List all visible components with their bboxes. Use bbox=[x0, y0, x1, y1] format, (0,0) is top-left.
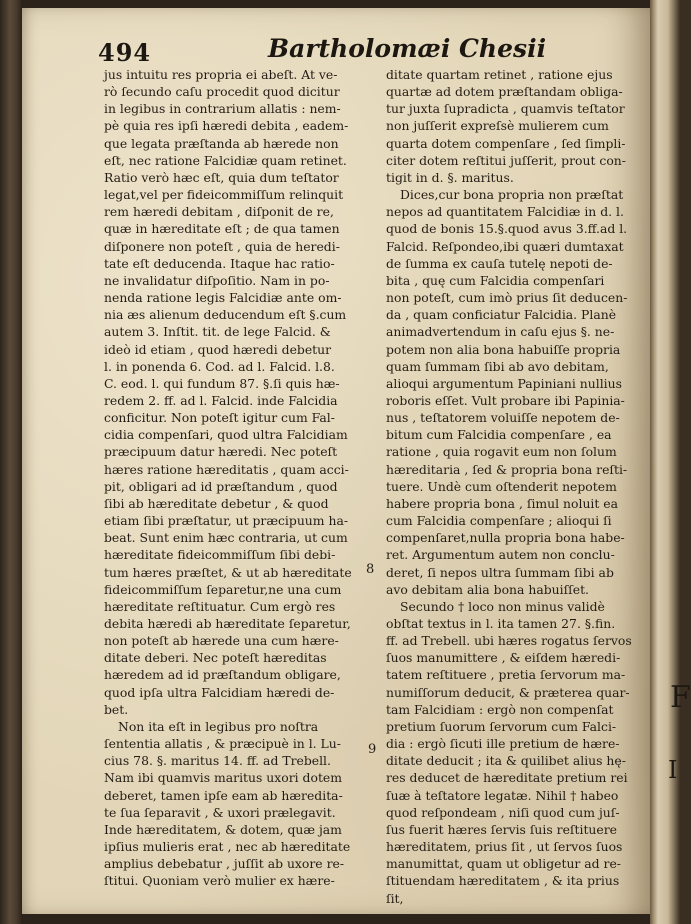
text-line: Falcid. Reſpondeo,ibi quæri dumtaxat bbox=[386, 238, 624, 254]
text-line: tigit in d. §. maritus. bbox=[386, 169, 514, 185]
text-line: ſibi ab hæreditate debetur , & quod bbox=[104, 495, 329, 511]
text-line: debita hæredi ab hæreditate ſeparetur, bbox=[104, 616, 351, 631]
text-line: præcipuum datur hæredi. Nec poteſt bbox=[104, 444, 338, 460]
text-line: ret. Argumentum autem non conclu- bbox=[386, 547, 615, 563]
text-line: cius 78. §. maritus 14. ff. ad Trebell. bbox=[104, 753, 331, 769]
text-line: quarta dotem compenſare , ſed ſimpli- bbox=[386, 135, 626, 151]
text-line: de ſumma ex cauſa tutelę nepoti de- bbox=[386, 255, 613, 271]
text-line: pit, obligari ad id præſtandum , quod bbox=[104, 478, 338, 494]
text-line: cidia compenſari, quod ultra Falcidiam bbox=[104, 427, 348, 443]
text-line: alioqui argumentum Papiniani nullius bbox=[386, 375, 622, 391]
text-line: ſtitui. Quoniam verò mulier ex hære- bbox=[104, 873, 335, 889]
text-line: habere propria bona , ſimul noluit ea bbox=[386, 495, 619, 511]
text-line: nenda ratione legis Falcidiæ ante om- bbox=[104, 290, 342, 306]
text-line: Secundo † loco non minus validè bbox=[400, 598, 605, 614]
text-line: animadvertendum in caſu ejus §. ne- bbox=[386, 324, 615, 340]
text-line: deret, ſi nepos ultra ſummam ſibi ab bbox=[386, 564, 614, 580]
facing-page-glyph: F bbox=[670, 680, 691, 715]
text-line: eſt, nec ratione Falcidiæ quam retinet. bbox=[104, 152, 347, 168]
text-line: quod ipſa ultra Falcidiam hæredi de- bbox=[104, 684, 335, 700]
text-line: ſuos manumittere , & eiſdem hæredi- bbox=[386, 650, 621, 666]
text-line: numiſſorum deducit, & præterea quar- bbox=[386, 684, 630, 700]
text-line: manumittat, quam ut obligetur ad re- bbox=[386, 856, 621, 872]
running-head: Bartholomæi Chesii bbox=[268, 34, 547, 63]
text-line: dia : ergò ſicuti ille pretium de hære- bbox=[386, 736, 620, 752]
text-line: hæreditatem, prius ſit , ut ſervos ſuos bbox=[386, 839, 623, 855]
text-line: fideicommiſſum ſeparetur,ne una cum bbox=[104, 581, 342, 597]
text-line: Nam ibi quamvis maritus uxori dotem bbox=[104, 770, 343, 786]
facing-page-glyph: I bbox=[668, 756, 678, 784]
text-line: obſtat textus in l. ita tamen 27. §.fin. bbox=[386, 616, 616, 631]
text-line: tur juxta ſupradicta , quamvis teſtator bbox=[386, 101, 625, 117]
text-line: Non ita eſt in legibus pro noſtra bbox=[118, 718, 319, 734]
text-line: ne invalidatur diſpoſitio. Nam in po- bbox=[104, 272, 330, 288]
text-line: tatem reſtituere , pretia ſervorum ma- bbox=[386, 667, 626, 683]
text-line: bet. bbox=[104, 701, 129, 717]
text-line: deberet, tamen ipſe eam ab hæredita- bbox=[104, 787, 343, 803]
text-line: que legata præſtanda ab hærede non bbox=[104, 135, 339, 151]
text-line: nus , teſtatorem voluiſſe nepotem de- bbox=[386, 410, 620, 426]
text-line: quartæ ad dotem præſtandam obliga- bbox=[386, 84, 623, 100]
text-line: ratione , quia rogavit eum non ſolum bbox=[386, 444, 617, 460]
text-line: ſententia allatis , & præcipuè in l. Lu- bbox=[104, 736, 341, 752]
text-line: ideò id etiam , quod hæredi debetur bbox=[104, 341, 332, 357]
text-line: cum Falcidia compenſare ; alioqui ſi bbox=[386, 513, 612, 529]
text-line: hæreditate reſtituatur. Cum ergò res bbox=[104, 598, 336, 614]
facing-page-edge bbox=[650, 0, 680, 924]
text-line: potem non alia bona habuiſſe propria bbox=[386, 341, 621, 357]
text-line: hæredem ad id præſtandum obligare, bbox=[104, 667, 341, 683]
text-line: tuere. Undè cum oſtenderit nepotem bbox=[386, 478, 617, 494]
right-column bbox=[386, 66, 632, 907]
text-line: autem 3. Inſtit. tit. de lege Falcid. & bbox=[104, 324, 331, 340]
text-line: etiam ſibi præſtatur, ut præcipuum ha- bbox=[104, 513, 349, 529]
text-line: l. in ponenda 6. Cod. ad l. Falcid. l.8. bbox=[104, 358, 335, 374]
text-line: avo debitam alia bona habuiſſet. bbox=[386, 581, 589, 597]
text-line: amplius debebatur , juſſit ab uxore re- bbox=[104, 856, 345, 872]
text-line: ſit, bbox=[386, 890, 404, 906]
text-line: beat. Sunt enim hæc contraria, ut cum bbox=[104, 530, 348, 546]
text-line: bitum cum Falcidia compenſare , ea bbox=[386, 427, 612, 443]
text-line: da , quam conficiatur Falcidia. Planè bbox=[386, 307, 617, 323]
margin-number: 9 bbox=[368, 742, 377, 757]
text-line: citer dotem reſtitui juſſerit, prout con- bbox=[386, 152, 626, 168]
text-line: pè quia res ipſi hæredi debita , eadem- bbox=[104, 118, 349, 134]
text-line: quod reſpondeam , niſi quod cum juſ- bbox=[386, 804, 620, 820]
text-line: tate eſt deducenda. Itaque hac ratio- bbox=[104, 255, 335, 271]
text-line: tum hæres præſtet, & ut ab hæreditate bbox=[104, 564, 352, 580]
text-line: C. eod. l. qui fundum 87. §.ſi quis hæ- bbox=[104, 375, 340, 391]
text-line: quod de bonis 15.§.quod avus 3.ff.ad l. bbox=[386, 221, 628, 237]
text-line: hæreditaria , ſed & propria bona reſti- bbox=[386, 461, 628, 477]
page-number: 494 bbox=[98, 38, 152, 67]
text-line: quam ſummam ſibi ab avo debitam, bbox=[386, 358, 609, 374]
text-line: hæreditate fideicommiſſum ſibi debi- bbox=[104, 547, 336, 563]
text-line: bita , quę cum Falcidia compenſari bbox=[386, 272, 605, 288]
text-line: rò ſecundo caſu procedit quod dicitur bbox=[104, 84, 340, 100]
text-line: non poteſt, cum imò prius ſit deducen- bbox=[386, 290, 628, 306]
text-line: rem hæredi debitam , diſponit de re, bbox=[104, 204, 334, 220]
text-line: te ſua ſeparavit , & uxori prælegavit. bbox=[104, 804, 336, 820]
text-line: redem 2. ff. ad l. Falcid. inde Falcidia bbox=[104, 392, 338, 408]
text-line: tam Falcidiam : ergò non compenſat bbox=[386, 701, 614, 717]
text-line: nia æs alienum deducendum eſt §.cum bbox=[104, 307, 347, 323]
text-line: ipſius mulieris erat , nec ab hæreditate bbox=[104, 839, 351, 855]
text-line: ditate deducit ; ita & quilibet alius hę- bbox=[386, 753, 626, 769]
text-line: Ratio verò hæc eſt, quia dum teſtator bbox=[104, 169, 339, 185]
text-line: ff. ad Trebell. ubi hæres rogatus ſervos bbox=[386, 633, 632, 649]
text-line: legat,vel per fideicommiſſum relinquit bbox=[104, 187, 344, 203]
text-line: ſuæ à teſtatore legatæ. Nihil † habeo bbox=[386, 787, 619, 803]
text-line: Dices,cur bona propria non præſtat bbox=[400, 187, 624, 203]
page-header bbox=[98, 34, 618, 68]
text-line: quæ in hæreditate eſt ; de qua tamen bbox=[104, 221, 340, 237]
margin-number: 8 bbox=[366, 562, 375, 577]
text-line: Inde hæreditatem, & dotem, quæ jam bbox=[104, 821, 342, 837]
text-line: ſus fuerit hæres ſervis ſuis reſtituere bbox=[386, 821, 618, 837]
text-line: nepos ad quantitatem Falcidiæ in d. l. bbox=[386, 204, 624, 220]
text-line: ditate quartam retinet , ratione ejus bbox=[386, 67, 613, 82]
text-line: diſponere non poteſt , quia de heredi- bbox=[104, 238, 340, 254]
text-line: in legibus in contrarium allatis : nem- bbox=[104, 101, 341, 117]
left-column bbox=[104, 66, 368, 890]
text-line: res deducet de hæreditate pretium rei bbox=[386, 770, 628, 786]
text-line: conficitur. Non poteſt igitur cum Fal- bbox=[104, 410, 335, 426]
text-line: pretium ſuorum ſervorum cum Falci- bbox=[386, 718, 617, 734]
text-line: compenſaret,nulla propria bona habe- bbox=[386, 530, 625, 546]
text-line: non juſſerit expreſsè mulierem cum bbox=[386, 118, 609, 134]
text-line: ditate deberi. Nec poteſt hæreditas bbox=[104, 650, 327, 666]
text-line: non poteſt ab hærede una cum hære- bbox=[104, 633, 339, 649]
text-line: jus intuitu res propria ei abeſt. At ve- bbox=[104, 67, 338, 82]
text-line: ſtituendam hæreditatem , & ita prius bbox=[386, 873, 620, 889]
text-line: roboris eſſet. Vult probare ibi Papinia- bbox=[386, 392, 625, 408]
text-line: hæres ratione hæreditatis , quam acci- bbox=[104, 461, 349, 477]
